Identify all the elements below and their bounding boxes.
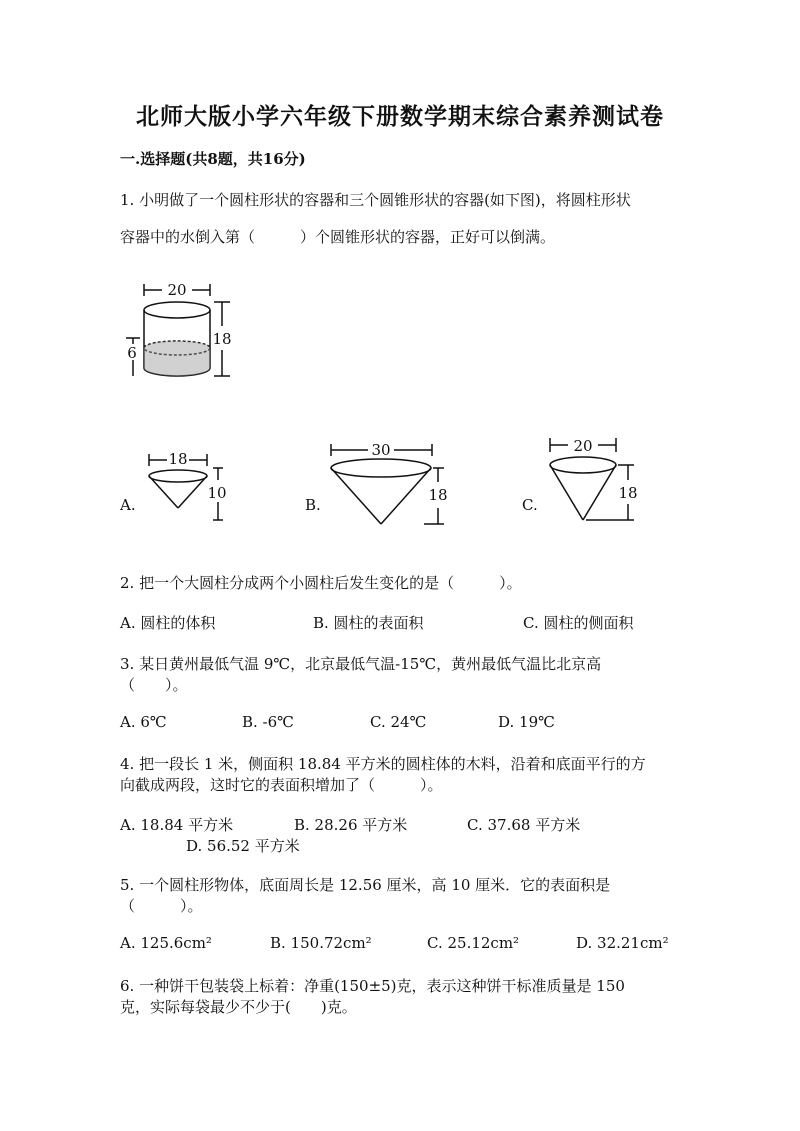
cylinder-figure [118, 278, 248, 388]
question-1-line-1: 1. 小明做了一个圆柱形状的容器和三个圆锥形状的容器(如下图)，将圆柱形状 [120, 191, 631, 209]
question-4-line-2: 向截成两段，这时它的表面积增加了（ ）。 [120, 776, 443, 794]
cone-a-height-label: 10 [207, 484, 227, 502]
cone-b-diameter-label: 30 [371, 441, 391, 459]
question-4-option-d: D. 56.52 平方米 [186, 837, 300, 855]
cone-c-figure [546, 432, 646, 524]
cone-c-height-label: 18 [618, 484, 638, 502]
question-4-option-b: B. 28.26 平方米 [294, 816, 408, 834]
question-5-line-2: （ ）。 [120, 897, 203, 915]
question-5-option-c: C. 25.12cm² [427, 934, 520, 952]
question-5-option-a: A. 125.6cm² [120, 934, 212, 952]
question-5-line-1: 5. 一个圆柱形物体，底面周长是 12.56 厘米，高 10 厘米．它的表面积是 [120, 876, 611, 894]
question-2-line-1: 2. 把一个大圆柱分成两个小圆柱后发生变化的是（ ）。 [120, 574, 522, 592]
question-6-line-2: 克，实际每袋最少不少于( )克。 [120, 998, 357, 1016]
question-3-option-d: D. 19℃ [498, 713, 555, 731]
cone-c-label: C. [522, 496, 538, 514]
cylinder-water-label: 6 [127, 344, 137, 362]
question-3-option-b: B. -6℃ [242, 713, 294, 731]
question-4-option-a: A. 18.84 平方米 [120, 816, 234, 834]
cone-a-label: A. [120, 496, 136, 514]
question-1-line-2: 容器中的水倒入第（ ）个圆锥形状的容器，正好可以倒满。 [120, 228, 556, 246]
question-3-line-1: 3. 某日黄州最低气温 9℃，北京最低气温-15℃，黄州最低气温比北京高 [120, 655, 602, 673]
cone-b-figure [328, 438, 458, 530]
question-3-line-2: （ ）。 [120, 676, 188, 694]
question-5-option-d: D. 32.21cm² [576, 934, 669, 952]
section-heading: 一.选择题(共8题，共16分) [120, 150, 306, 168]
question-3-option-c: C. 24℃ [370, 713, 427, 731]
page-title: 北师大版小学六年级下册数学期末综合素养测试卷 [136, 103, 664, 130]
question-4-option-c: C. 37.68 平方米 [467, 816, 581, 834]
question-3-option-a: A. 6℃ [120, 713, 167, 731]
question-5-option-b: B. 150.72cm² [270, 934, 372, 952]
cone-b-height-label: 18 [428, 486, 448, 504]
cylinder-height-label: 18 [212, 330, 232, 348]
question-6-line-1: 6. 一种饼干包装袋上标着：净重(150±5)克，表示这种饼干标准质量是 150 [120, 977, 625, 995]
cone-a-figure [145, 448, 235, 524]
cylinder-diameter-label: 20 [167, 281, 187, 299]
cone-c-diameter-label: 20 [573, 437, 593, 455]
cone-b-label: B. [305, 496, 321, 514]
question-2-option-c: C. 圆柱的侧面积 [523, 614, 634, 632]
cone-a-diameter-label: 18 [168, 450, 188, 468]
question-2-option-a: A. 圆柱的体积 [120, 614, 216, 632]
question-4-line-1: 4. 把一段长 1 米，侧面积 18.84 平方米的圆柱体的木料，沿着和底面平行的方 [120, 755, 646, 773]
question-2-option-b: B. 圆柱的表面积 [313, 614, 424, 632]
